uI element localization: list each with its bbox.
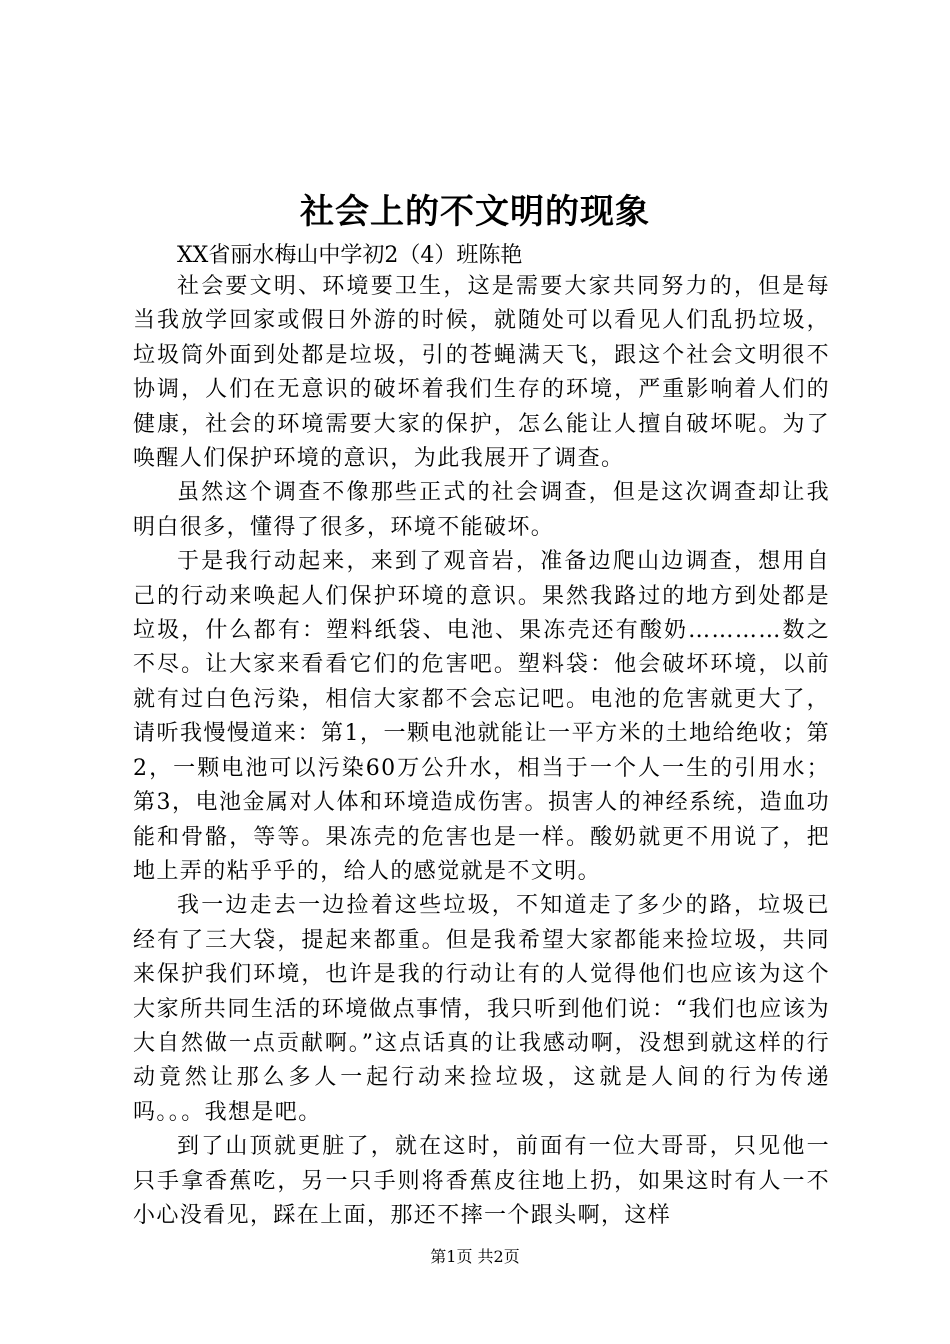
paragraph-2: 虽然这个调查不像那些正式的社会调查，但是这次调查却让我明白很多，懂得了很多，环境不能破坏。 [133, 480, 830, 540]
document-body [133, 241, 830, 1233]
paragraph-1: 社会要文明、环境要卫生，这是需要大家共同努力的，但是每当我放学回家或假日外游的时候，就随处可以看见人们乱扔垃圾，垃圾筒外面到处都是垃圾，引的苍蝇满天飞，跟这个社会文明很不协调，人们在无意识的破坏着我们生存的环境，严重影响着人们的健康，社会的环境需要大家的保护，怎么能让人擅自破坏呢。为了唤醒人们保护环境的意识，为此我展开了调查。 [133, 274, 830, 472]
document-title: 社会上的不文明的现象 [300, 192, 650, 232]
paragraph-3: 于是我行动起来，来到了观音岩，准备边爬山边调查，想用自己的行动来唤起人们保护环境的意识。果然我路过的地方到处都是垃圾，什么都有：塑料纸袋、电池、果冻壳还有酸奶…………数之不尽。让大家来看看它们的危害吧。塑料袋：他会破坏环境，以前就有过白色污染，相信大家都不会忘记吧。电池的危害就更大了，请听我慢慢道来：第1，一颗电池就能让一平方米的土地给绝收；第2，一颗电池可以污染60万公升水，相当于一个人一生的引用水；第3，电池金属对人体和环境造成伤害。损害人的神经系统，造血功能和骨骼，等等。果冻壳的危害也是一样。酸奶就更不用说了，把地上弄的粘乎乎的，给人的感觉就是不文明。 [133, 549, 830, 884]
author-line: XX省丽水梅山中学初2（4）班陈艳 [177, 243, 523, 268]
page-number: 第1页 共2页 [430, 1247, 520, 1266]
paragraph-4: 我一边走去一边捡着这些垃圾，不知道走了多少的路，垃圾已经有了三大袋，提起来都重。但是我希望大家都能来捡垃圾，共同来保护我们环境，也许是我的行动让有的人觉得他们也应该为这个大家所共同生活的环境做点事情，我只听到他们说：“我们也应该为大自然做一点贡献啊。”这点话真的让我感动啊，没想到就这样的行动竟然让那么多人一起行动来捡垃圾，这就是人间的行为传递吗。。。我想是吧。 [133, 893, 830, 1125]
paragraph-5: 到了山顶就更脏了，就在这时，前面有一位大哥哥，只见他一只手拿香蕉吃，另一只手则将香蕉皮往地上扔，如果这时有人一不小心没看见，踩在上面，那还不摔一个跟头啊，这样 [133, 1134, 830, 1228]
